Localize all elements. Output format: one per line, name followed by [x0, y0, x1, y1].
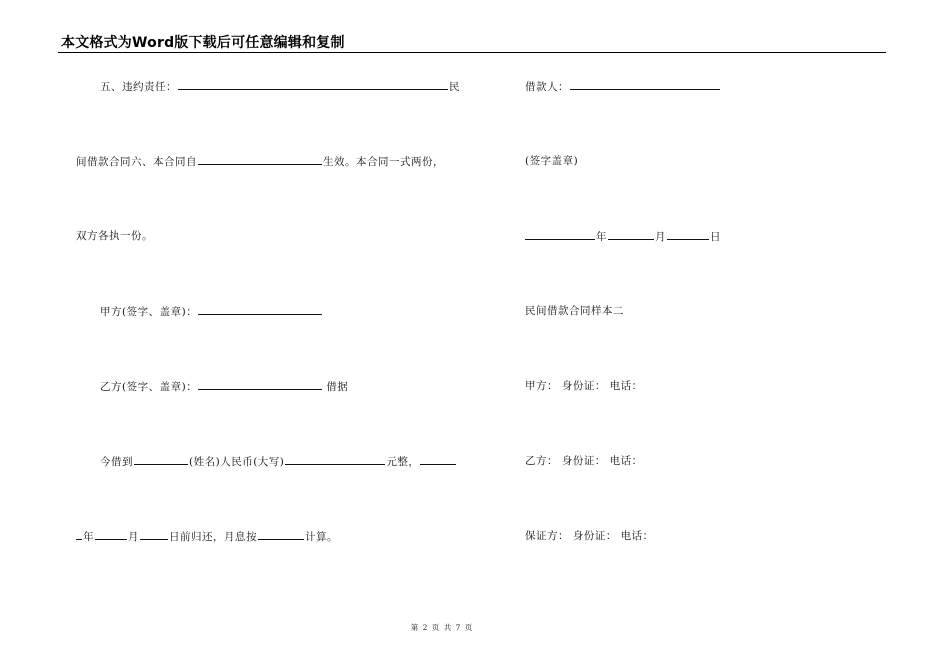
borrower-label: 借款人：	[525, 81, 569, 93]
day-blank[interactable]	[140, 529, 168, 540]
party-b-info: 乙方： 身份证： 电话：	[525, 455, 643, 467]
iou-amount-line	[100, 454, 457, 469]
clause-copies-line: 双方各执一份。	[76, 230, 153, 242]
date-line	[525, 229, 721, 244]
party-a-sign-line	[100, 304, 323, 319]
iou-text-a: 今借到	[100, 456, 133, 468]
year-blank-start[interactable]	[420, 454, 456, 465]
clause-effective-text-a: 间借款合同六、本合同自	[76, 156, 197, 168]
clause-breach-tail: 民	[449, 81, 460, 93]
effective-date-blank[interactable]	[198, 154, 322, 165]
clause-breach-label: 五、违约责任：	[100, 81, 177, 93]
year-blank-end[interactable]	[76, 529, 82, 540]
month-blank[interactable]	[95, 529, 127, 540]
interest-blank[interactable]	[258, 529, 304, 540]
iou-end-text: 计算。	[305, 531, 338, 543]
clause-effective-text-b: 生效。本合同一式两份，	[323, 156, 444, 168]
borrower-line	[525, 79, 721, 94]
guarantor-info: 保证方： 身份证： 电话：	[525, 530, 654, 542]
iou-heading: 借据	[326, 381, 349, 393]
party-b-sign-line	[100, 379, 348, 394]
iou-month-label: 月	[128, 531, 139, 543]
date-day-blank[interactable]	[667, 229, 709, 240]
iou-repay-line	[76, 529, 338, 544]
date-year-blank[interactable]	[525, 229, 595, 240]
page-number: 第 2 页 共 7 页	[410, 623, 474, 632]
date-month-blank[interactable]	[608, 229, 654, 240]
party-a-sign-blank[interactable]	[198, 304, 322, 315]
party-b-sign-label: 乙方(签字、盖章)：	[100, 381, 198, 393]
sign-seal-note: (签字盖章)	[525, 155, 579, 167]
date-day-label: 日	[710, 231, 721, 243]
iou-text-c: 元整，	[386, 456, 420, 468]
party-a-sign-label: 甲方(签字、盖章)：	[100, 306, 198, 318]
header-rule	[58, 52, 886, 53]
page-header-title: 本文格式为Word版下载后可任意编辑和复制	[61, 35, 345, 51]
iou-text-b: (姓名)人民币(大写)	[189, 456, 285, 468]
date-year-label: 年	[596, 231, 607, 243]
iou-repay-text: 日前归还，月息按	[169, 531, 257, 543]
clause-effective-line	[76, 154, 444, 169]
sample-two-heading: 民间借款合同样本二	[525, 305, 624, 317]
party-a-info: 甲方： 身份证： 电话：	[525, 380, 643, 392]
date-month-label: 月	[655, 231, 666, 243]
amount-blank[interactable]	[285, 454, 385, 465]
iou-year-label: 年	[83, 531, 94, 543]
borrower-name-blank[interactable]	[134, 454, 188, 465]
borrower-blank[interactable]	[570, 79, 720, 90]
party-b-sign-blank[interactable]	[198, 379, 322, 390]
clause-breach-line	[100, 79, 460, 94]
breach-blank[interactable]	[178, 79, 448, 90]
